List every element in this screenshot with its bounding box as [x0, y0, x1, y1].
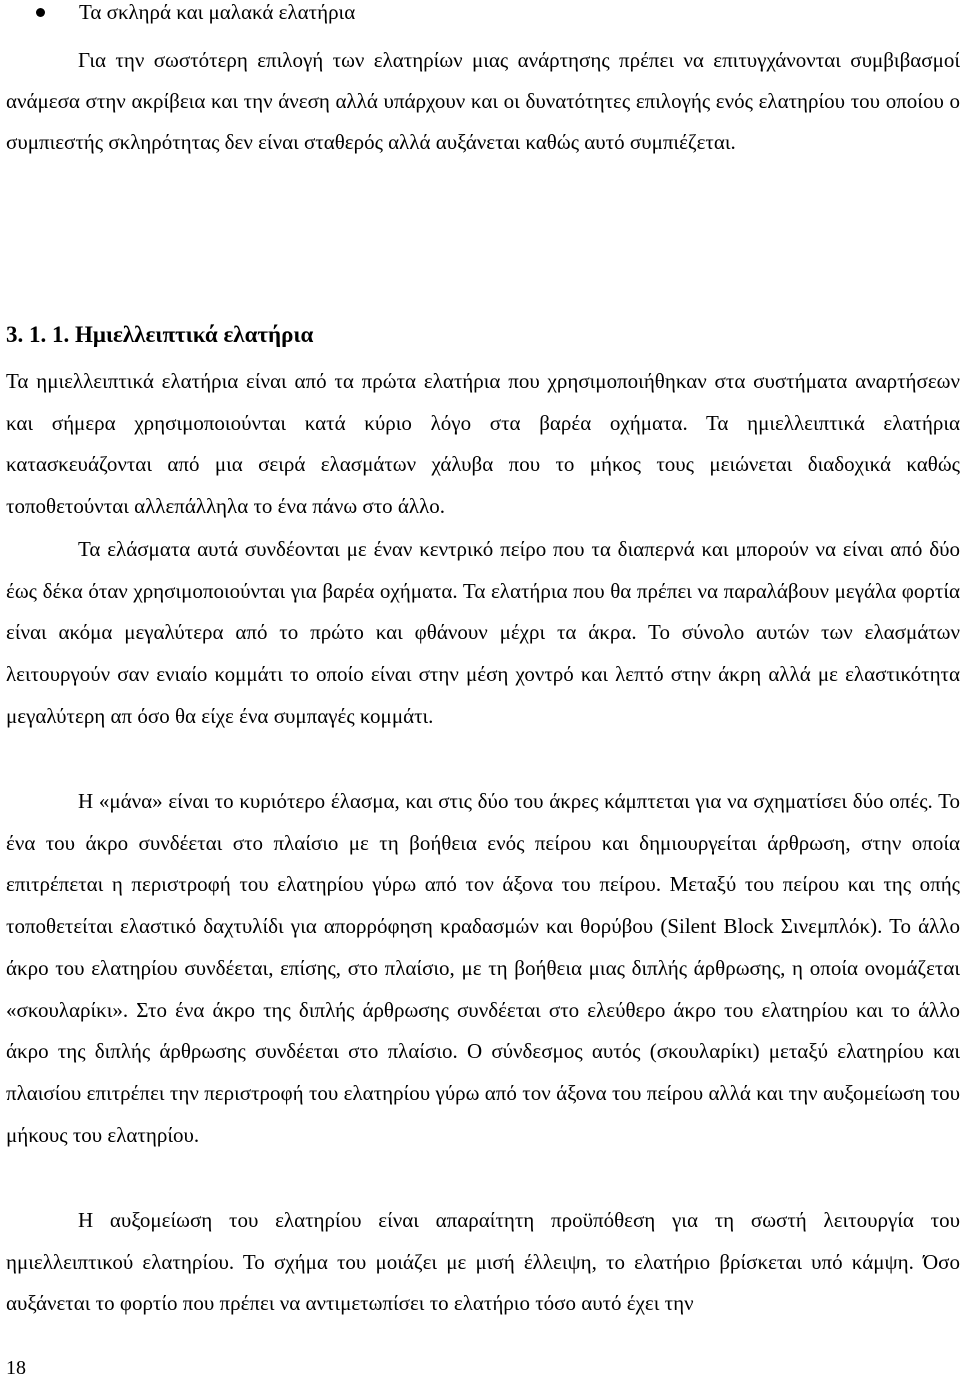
- intro-paragraph: Για την σωστότερη επιλογή των ελατηρίων μιας ανάρτησης πρέπει να επιτυγχάνονται συμβιβασμοί ανάμεσα στην ακρίβεια και την άνεση αλλά υπάρχουν και οι δυνατότητες επιλογής ενός ελατηρίου του οποίου ο συμπιεστής σκληρότητας δεν είναι σταθερός αλλά αυξάνεται καθώς αυτό συμπιέζεται.: [6, 48, 960, 154]
- bullet-item: [0, 0, 960, 30]
- bullet-title: Τα σκληρά και μαλακά ελατήρια: [79, 0, 356, 24]
- section-heading: 3. 1. 1. Ημιελλειπτικά ελατήρια: [6, 322, 314, 347]
- bullet-dot-icon: [36, 8, 45, 17]
- body-paragraph-2: Τα ελάσματα αυτά συνδέονται με έναν κεντρικό πείρο που τα διαπερνά και μπορούν να είναι από δύο έως δέκα όταν χρησιμοποιούνται για βαρέα οχήματα. Τα ελατήρια που θα πρέπει να παραλάβουν μεγάλα φορτία είναι ακόμα μεγαλύτερα από το πρώτο και φθάνουν μέχρι τα άκρα. Το σύνολο αυτών των ελασμάτων λειτουργούν σαν ενιαίο κομμάτι το οποίο είναι στην μέση χοντρό και λεπτό στην άκρη αλλά με ελαστικότητα μεγαλύτερη απ όσο θα είχε ένα συμπαγές κομμάτι.: [6, 537, 960, 728]
- page-number: 18: [6, 1357, 26, 1379]
- body-paragraph-4: Η αυξομείωση του ελατηρίου είναι απαραίτητη προϋπόθεση για τη σωστή λειτουργία του ημιελλειπτικού ελατηρίου. Το σχήμα του μοιάζει με μισή έλλειψη, το ελατήριο βρίσκεται υπό κάμψη. Όσο αυξάνεται το φορτίο που πρέπει να αντιμετωπίσει το ελατήριο τόσο αυτό έχει την: [6, 1208, 960, 1316]
- body-paragraph-1: Τα ημιελλειπτικά ελατήρια είναι από τα πρώτα ελατήρια που χρησιμοποιήθηκαν στα συστήματα αναρτήσεων και σήμερα χρησιμοποιούνται κατά κύριο λόγο στα βαρέα οχήματα. Τα ημιελλειπτικά ελατήρια κατασκευάζονται από μια σειρά ελασμάτων χάλυβα που το μήκος τους μειώνεται διαδοχικά καθώς τοποθετούνται αλλεπάλληλα το ένα πάνω στο άλλο.: [6, 369, 960, 519]
- body-paragraph-3: Η «μάνα» είναι το κυριότερο έλασμα, και στις δύο του άκρες κάμπτεται για να σχηματίσει δύο οπές. Το ένα του άκρο συνδέεται στο πλαίσιο με τη βοήθεια ενός πείρου και δημιουργείται άρθρωση, στην οποία επιτρέπεται η περιστροφή του ελατηρίου γύρω από τον άξονα του πείρου. Μεταξύ του πείρου και της οπής τοποθετείται ελαστικό δαχτυλίδι για απορρόφηση κραδασμών και θορύβου (Silent Block Σινεμπλόκ). Το άλλο άκρο του ελατηρίου συνδέεται, επίσης, στο πλαίσιο, με τη βοήθεια μιας διπλής άρθρωσης, η οποία ονομάζεται «σκουλαρίκι». Στο ένα άκρο της διπλής άρθρωσης συνδέεται στο ελεύθερο άκρο του ελατηρίου και το άλλο άκρο της διπλής άρθρωσης συνδέεται στο πλαίσιο. Ο σύνδεσμος αυτός (σκουλαρίκι) μεταξύ ελατηρίου και πλαισίου επιτρέπει την περιστροφή του ελατηρίου γύρω από τον άξονα του πείρου αλλά και την αυξομείωση του μήκους του ελατηρίου.: [6, 789, 960, 1147]
